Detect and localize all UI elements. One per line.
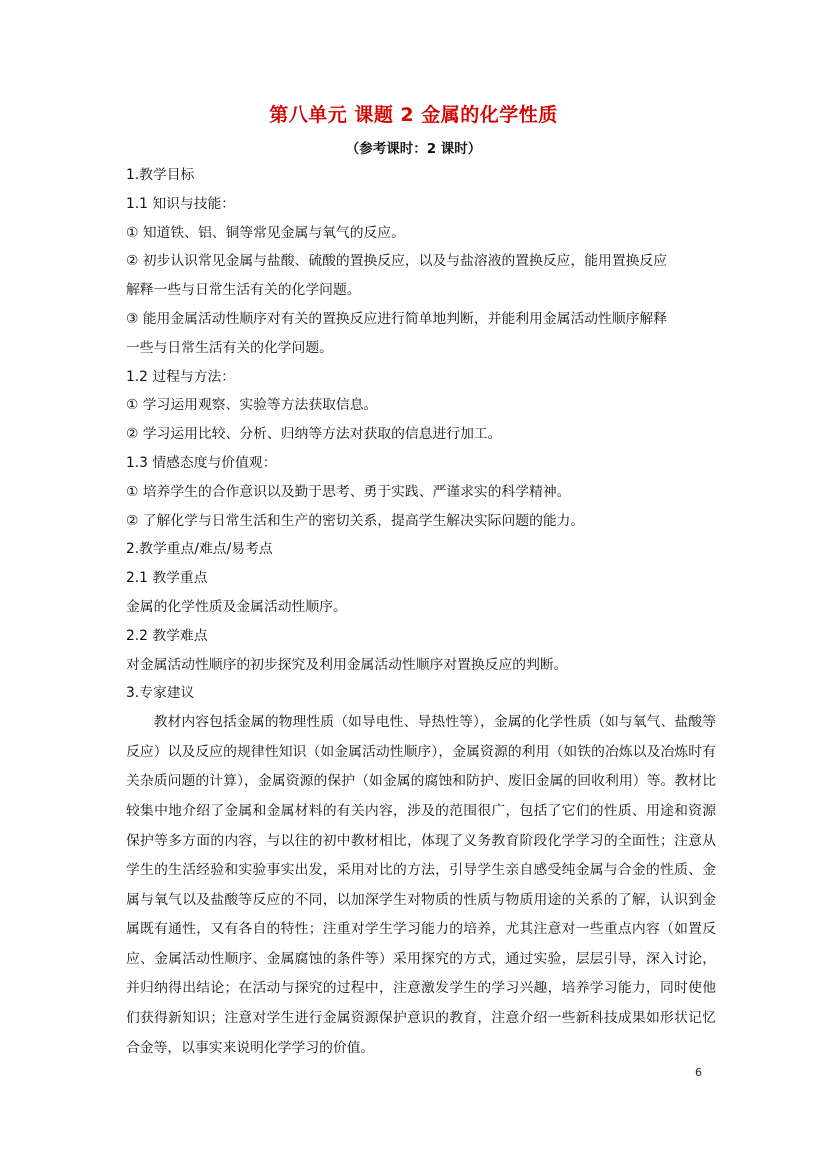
heading-teaching-focus: 2.1 教学重点 [126,570,208,587]
heading-attitudes-values: 1.3 情感态度与价值观： [126,454,277,471]
heading-teaching-goals: 1.教学目标 [126,167,195,183]
list-item: ② 了解化学与日常生活和生产的密切关系，提高学生解决实际问题的能力。 [126,512,585,529]
list-item: ① 学习运用观察、实验等方法获取信息。 [126,397,378,414]
list-item: ② 初步认识常见金属与盐酸、硫酸的置换反应，以及与盐溶液的置换反应，能用置换反应 [126,253,668,270]
heading-knowledge-skills: 1.1 知识与技能： [126,195,236,212]
list-item: ① 培养学生的合作意识以及勤于思考、勇于实践、严谨求实的科学精神。 [126,483,571,500]
page-number: 6 [695,1066,702,1079]
body-text: 对金属活动性顺序的初步探究及利用金属活动性顺序对置换反应的判断。 [126,656,568,673]
heading-expert-advice: 3.专家建议 [126,685,195,702]
page-subtitle: （参考课时：2 课时） [345,141,482,157]
heading-teaching-difficulty: 2.2 教学难点 [126,627,208,644]
document-body [126,161,716,1077]
heading-key-points: 2.教学重点/难点/易考点 [126,541,273,558]
list-item: ③ 能用金属活动性顺序对有关的置换反应进行简单地判断，并能利用金属活动性顺序解释 [126,310,668,327]
list-item: ① 知道铁、铝、铜等常见金属与氧气的反应。 [126,224,405,241]
list-item-continued: 解释一些与日常生活有关的化学问题。 [126,282,361,299]
body-text: 金属的化学性质及金属活动性顺序。 [126,598,347,615]
expert-advice-paragraph: 教材内容包括金属的物理性质（如导电性、导热性等），金属的化学性质（如与氧气、盐酸等反应）以及反应的规律性知识（如金属活动性顺序），金属资源的利用（如铁的冶炼以及冶炼时有关杂质问题的计算），金属资源的保护（如金属的腐蚀和防护、废旧金属的回收利用）等。教材比较集中地介绍了金属和金属材料的有关内容，涉及的范围很广，包括了它们的性质、用途和资源保护等多方面的内容，与以往的初中教材相比，体现了义务教育阶段化学学习的全面性；注意从学生的生活经验和实验事实出发，采用对比的方法，引导学生亲自感受纯金属与合金的性质、金属与氧气以及盐酸等反应的不同，以加深学生对物质的性质与物质用途的关系的了解，认识到金属既有通性，又有各自的特性；注重对学生学习能力的培养，尤其注意对一些重点内容（如置反应、金属活动性顺序、金属腐蚀的条件等）采用探究的方式，通过实验，层层引导，深入讨论，并归纳得出结论；在活动与探究的过程中，注意激发学生的学习兴趣，培养学习能力，同时使他们获得新知识；注意对学生进行金属资源保护意识的教育，注意介绍一些新科技成果如形状记忆合金等，以事实来说明化学学习的价值。 [126,714,716,1056]
page-title: 第八单元 课题 2 金属的化学性质 [269,104,558,126]
list-item: ② 学习运用比较、分析、归纳等方法对获取的信息进行加工。 [126,426,502,443]
heading-process-methods: 1.2 过程与方法： [126,368,236,385]
list-item-continued: 一些与日常生活有关的化学问题。 [126,339,333,356]
